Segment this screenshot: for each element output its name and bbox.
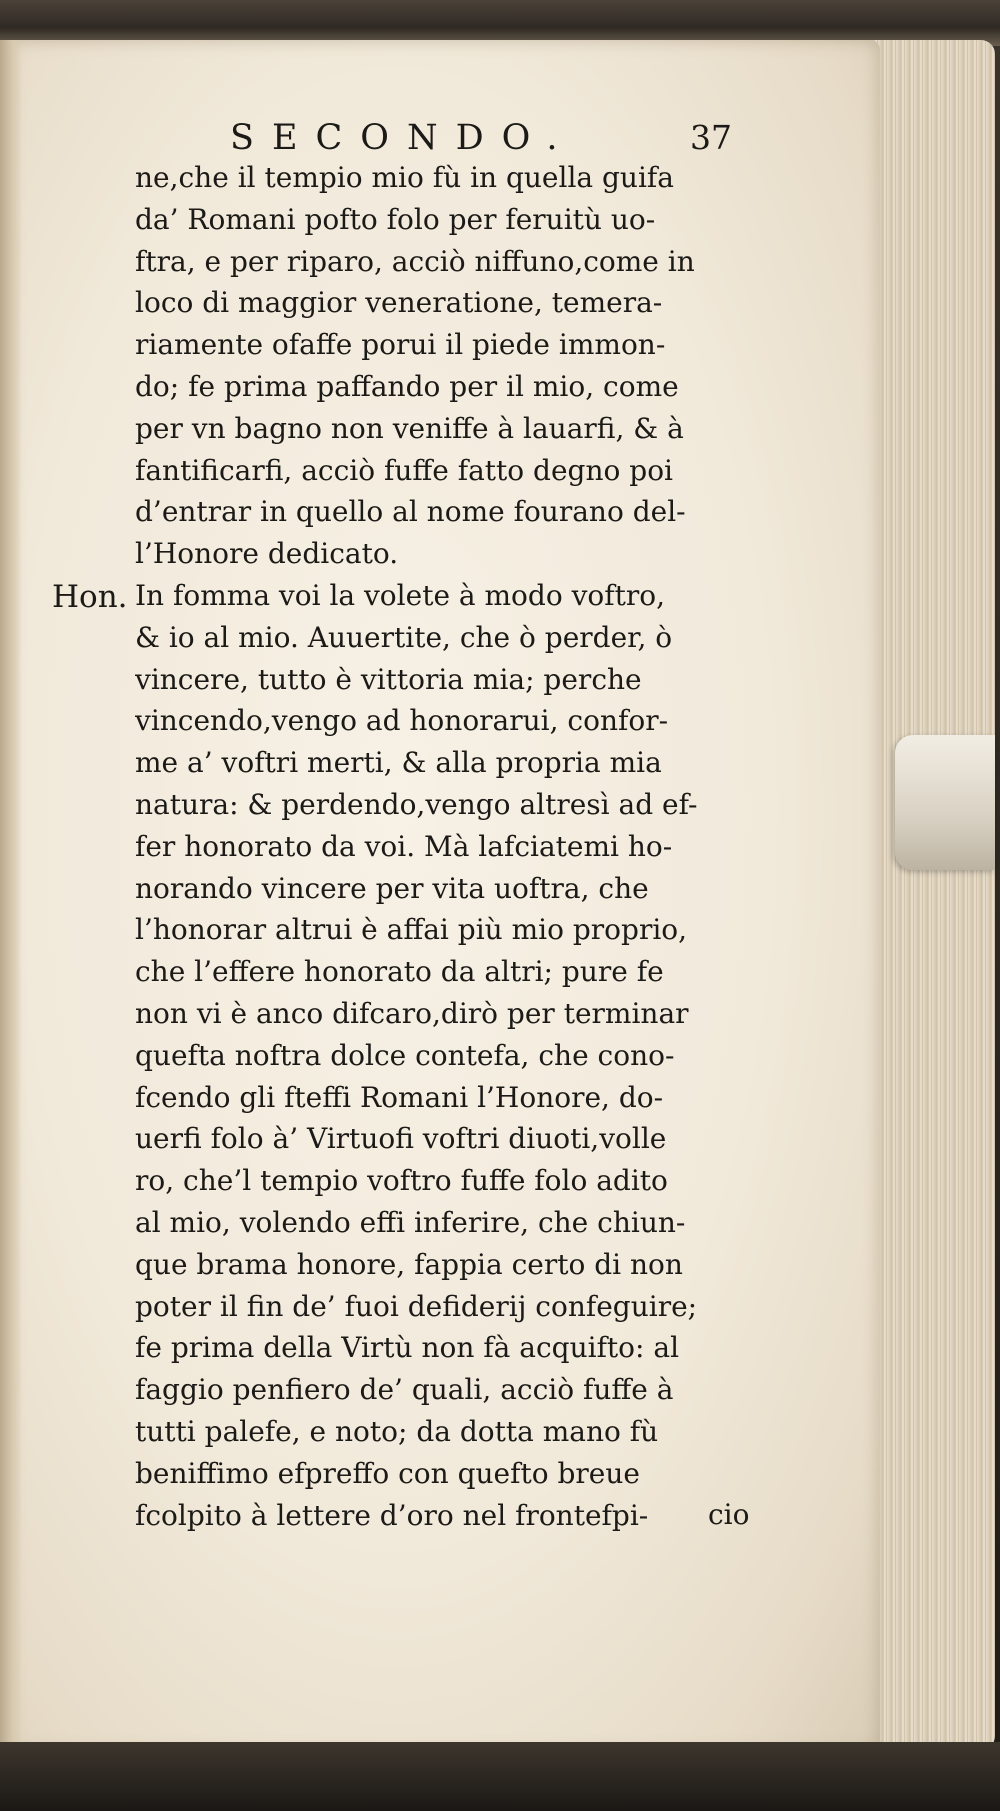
page-number: 37: [690, 118, 732, 157]
speaker-label: Hon.: [52, 579, 128, 615]
text-line: faggio penfiero de’ quali, acciò fuffe à: [135, 1373, 674, 1407]
text-line: al mio, volendo effi inferire, che chiun-: [135, 1205, 686, 1239]
text-line: & io al mio. Auuertite, che ò perder, ò: [135, 620, 673, 654]
text-line: vincere, tutto è vittoria mia; perche: [135, 662, 642, 696]
text-line: beniffimo efpreffo con quefto breue: [135, 1456, 640, 1490]
text-line: fer honorato da voi. Mà lafciatemi ho-: [135, 829, 673, 863]
text-line: l’honorar altrui è affai più mio proprio,: [135, 913, 688, 947]
text-line: da’ Romani pofto folo per feruitù uo-: [135, 202, 656, 236]
text-line: norando vincere per vita uoftra, che: [135, 871, 649, 905]
text-line: que brama honore, fappia certo di non: [135, 1247, 683, 1281]
text-block: [135, 157, 825, 1536]
book-cover-bottom: [0, 1742, 1000, 1811]
page-gutter: [0, 40, 22, 1752]
text-line: tutti palefe, e noto; da dotta mano fù: [135, 1414, 659, 1448]
text-line: l’Honore dedicato.: [135, 537, 399, 571]
text-line: per vn bagno non veniffe à lauarfi, & à: [135, 411, 684, 445]
text-line: che l’effere honorato da altri; pure fe: [135, 955, 664, 989]
text-line: poter il fin de’ fuoi defiderij confeguire;: [135, 1289, 698, 1323]
text-line: quefta noftra dolce contefa, che cono-: [135, 1038, 675, 1072]
text-line: loco di maggior veneratione, temera-: [135, 286, 663, 320]
catchword: cio: [708, 1498, 750, 1531]
text-line: fcolpito à lettere d’oro nel frontefpi-: [135, 1498, 649, 1532]
text-line: ro, che’l tempio voftro fuffe folo adito: [135, 1164, 668, 1198]
text-line: d’entrar in quello al nome fourano del-: [135, 495, 686, 529]
text-line: vincendo,vengo ad honorarui, confor-: [135, 704, 669, 738]
text-line: ne,che il tempio mio fù in quella guifa: [135, 161, 674, 194]
text-line: In fomma voi la volete à modo voftro,: [135, 578, 666, 612]
text-line: fe prima della Virtù non fà acquifto: al: [135, 1331, 680, 1365]
text-line: non vi è anco difcaro,dirò per terminar: [135, 996, 689, 1030]
running-title: SECONDO.: [230, 118, 576, 158]
text-line: me a’ voftri merti, & alla propria mia: [135, 746, 662, 780]
text-line: fantificarfi, acciò fuffe fatto degno poi: [135, 453, 674, 487]
text-line: uerfi folo à’ Virtuofi voftri diuoti,volle: [135, 1122, 667, 1156]
text-line: ftra, e per riparo, acciò niffuno,come in: [135, 244, 695, 278]
page-edges: [860, 40, 995, 1750]
page-edge-tab: [895, 735, 995, 870]
text-line: riamente ofaffe porui il piede immon-: [135, 328, 666, 362]
text-line: natura: & perdendo,vengo altresì ad ef-: [135, 787, 698, 821]
text-line: fcendo gli fteffi Romani l’Honore, do-: [135, 1080, 664, 1114]
text-line: do; fe prima paffando per il mio, come: [135, 369, 679, 403]
